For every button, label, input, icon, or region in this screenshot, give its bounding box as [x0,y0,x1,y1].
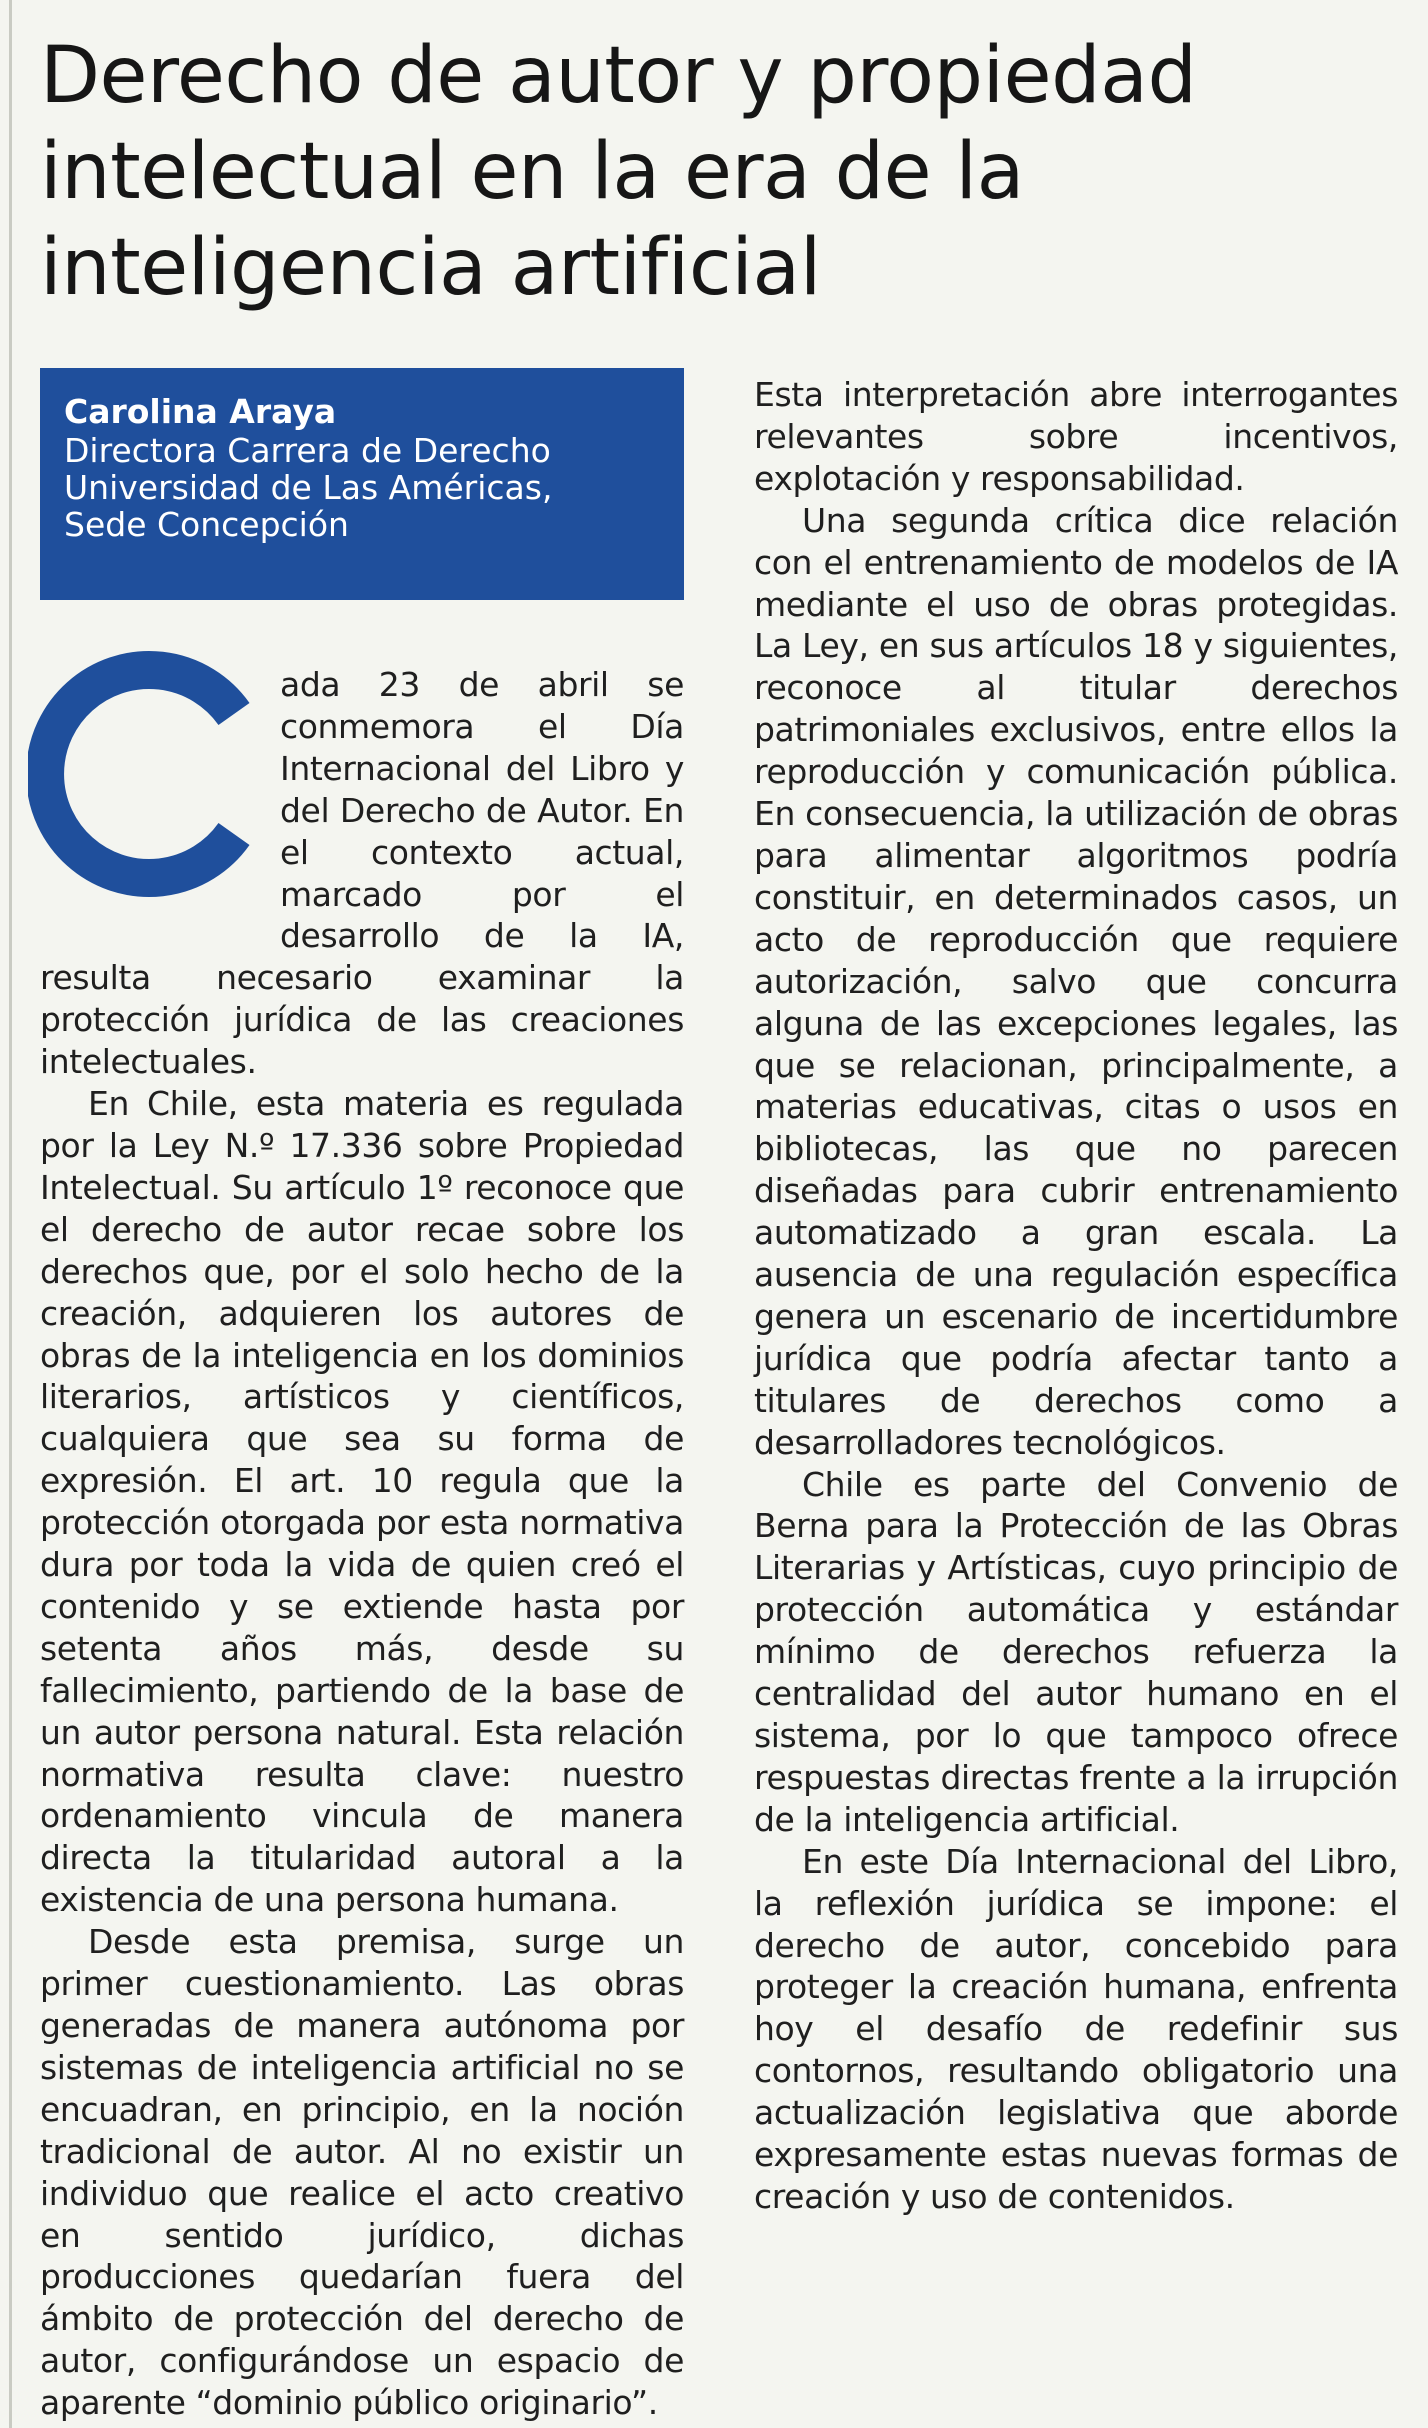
author-institution: Universidad de Las Américas, [64,468,553,507]
paragraph-6: Chile es parte del Convenio de Berna para la Protección de las Obras Literarias y Artísticas, cuyo principio de protección automática y estándar mínimo de derechos refuerza la centralidad del autor humano en el sistema, por lo que tampoco ofrece respuestas directas frente a la irrupción de la inteligencia artificial. [754,1464,1398,1839]
article-column-left [40,664,684,2424]
paragraph-3: Desde esta premisa, surge un primer cuestionamiento. Las obras generadas de manera autónoma por sistemas de inteligencia artificial no se encuadran, en principio, en la noción tradicional de autor. Al no existir un individuo que realice el acto creativo en sentido jurídico, dichas producciones quedarían fuera del ámbito de protección del derecho de autor, configurándose un espacio de aparente “dominio público originario”. [40,1922,684,2423]
headline: Derecho de autor y propiedad intelectual en la era de la inteligencia artificial [40,31,1197,313]
author-role: Directora Carrera de Derecho [64,431,551,470]
paragraph-4: Esta interpretación abre interrogantes relevantes sobre incentivos, explotación y responsabilidad. [754,375,1398,498]
paragraph-5: Una segunda crítica dice relación con el entrenamiento de modelos de IA mediante el uso de obras protegidas. La Ley, en sus artículos 18 y siguientes, reconoce al titular derechos patrimoniales exclusivos, entre ellos la reproducción y comunicación pública. En consecuencia, la utilización de obras para alimentar algoritmos podría constituir, en determinados casos, un acto de reproducción que requiere autorización, salvo que concurra alguna de las excepciones legales, las que se relacionan, principalmente, a materias educativas, citas o usos en bibliotecas, las que no parecen diseñadas para cubrir entrenamiento automatizado a gran escala. La ausencia de una regulación específica genera un escenario de incertidumbre jurídica que podría afectar tanto a titulares de derechos como a desarrolladores tecnológicos. [754,500,1398,1462]
dropcap-c-glyph [28,648,272,900]
author-box [40,368,684,600]
column-rule [9,0,12,2428]
paragraph-1: ada 23 de abril se conmemora el Día Internacional del Libro y del Derecho de Autor. En el contexto actual, marcado por el desarrollo de la IA, resulta necesario examinar la protección jurídica de las creaciones intelectuales. [40,665,684,1082]
author-campus: Sede Concepción [64,505,349,544]
article-column-right [754,374,1398,2218]
paragraph-7: En este Día Internacional del Libro, la reflexión jurídica se impone: el derecho de autor, concebido para proteger la creación humana, enfrenta hoy el desafío de redefinir sus contornos, resultando obligatorio una actualización legislativa que aborde expresamente estas nuevas formas de creación y uso de contenidos. [754,1841,1398,2216]
author-name: Carolina Araya [64,392,337,431]
dropcap [28,664,272,916]
paragraph-2: En Chile, esta materia es regulada por la Ley N.º 17.336 sobre Propiedad Intelectual. Su artículo 1º reconoce que el derecho de autor recae sobre los derechos que, por el solo hecho de la creación, adquieren los autores de obras de la inteligencia en los dominios literarios, artísticos y científicos, cualquiera que sea su forma de expresión. El art. 10 regula que la protección otorgada por esta normativa dura por toda la vida de quien creó el contenido y se extiende hasta por setenta años más, desde su fallecimiento, partiendo de la base de un autor persona natural. Esta relación normativa resulta clave: nuestro ordenamiento vincula de manera directa la titularidad autoral a la existencia de una persona humana. [40,1084,684,1920]
